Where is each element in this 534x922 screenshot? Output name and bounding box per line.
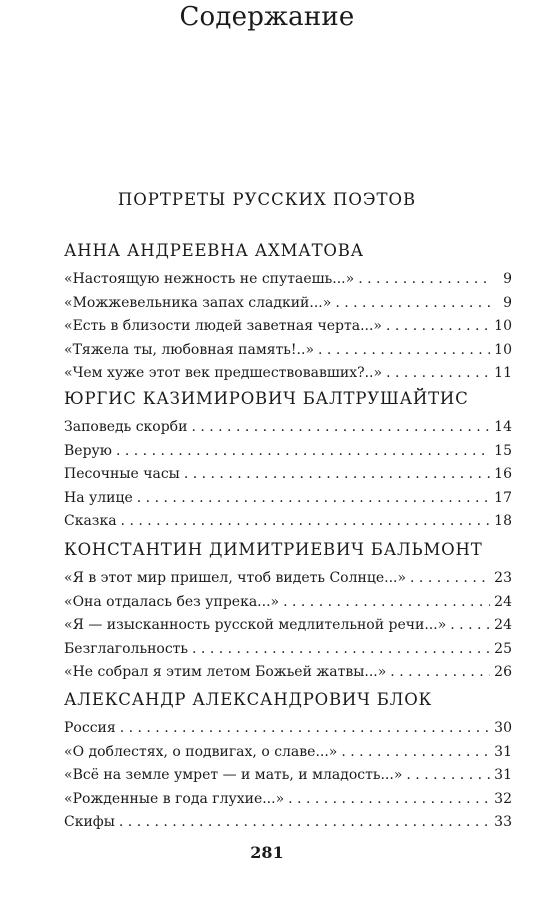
dot-leader [288,788,490,812]
author-section [64,687,512,835]
entry-title: «О доблестях, о подвигах, о славе...» [64,743,338,760]
author-section [64,386,512,534]
entry-page-number: 23 [494,570,512,586]
author-section [64,537,512,685]
entry-list [64,717,512,835]
toc-entry[interactable] [64,741,512,765]
section-title: ПОРТРЕТЫ РУССКИХ ПОЭТОВ [117,190,417,209]
toc-entry[interactable] [64,463,512,487]
entry-title: «Я в этот мир пришел, чтоб видеть Солнце...» [64,570,407,586]
dot-leader [192,638,490,662]
toc-entry[interactable] [64,362,512,386]
entry-page-number: 9 [503,271,512,287]
page-number: 281 [250,843,284,862]
toc-entry[interactable] [64,416,512,440]
toc-entry[interactable] [64,788,512,812]
entry-page-number: 24 [494,593,512,610]
entry-title: «Настоящую нежность не спутаешь...» [64,271,355,287]
entry-title: «Можжевельника запах сладкий...» [64,294,332,311]
entry-title: Безглагольность [64,640,189,657]
toc-entry[interactable] [64,764,512,788]
entry-list [64,416,512,534]
entry-page-number: 15 [494,442,512,459]
dot-leader [119,811,490,835]
entry-page-number: 10 [494,318,512,334]
entry-title: «Я — изысканность русской медлительной речи...» [64,617,447,633]
entry-title: Заповедь скорби [64,419,188,435]
entry-title: Сказка [64,513,117,529]
entry-page-number: 9 [503,294,512,311]
dot-leader [137,487,490,511]
entry-page-number: 14 [494,419,512,435]
entry-list [64,567,512,685]
toc-entry[interactable] [64,638,512,662]
toc-entry[interactable] [64,487,512,511]
toc-entry[interactable] [64,268,512,292]
toc-entry[interactable] [64,614,512,638]
dot-leader [120,717,490,741]
toc-entry[interactable] [64,567,512,591]
author-name: ЮРГИС КАЗИМИРОВИЧ БАЛТРУШАЙТИС [64,389,469,408]
dot-leader [386,315,490,339]
toc-entry[interactable] [64,811,512,835]
entry-page-number: 31 [494,767,512,783]
entry-page-number: 16 [494,466,512,482]
toc-entry[interactable] [64,440,512,464]
entry-page-number: 17 [494,489,512,506]
entry-page-number: 33 [494,814,512,830]
toc-entry[interactable] [64,591,512,615]
toc-entry[interactable] [64,661,512,685]
entry-title: Скифы [64,814,115,830]
author-name: КОНСТАНТИН ДИМИТРИЕВИЧ БАЛЬМОНТ [64,540,483,559]
page-title: Содержание [179,2,355,32]
entry-page-number: 18 [494,513,512,529]
entry-title: Россия [64,720,116,736]
entry-title: Верую [64,442,112,459]
author-name: АННА АНДРЕЕВНА АХМАТОВА [64,241,364,260]
toc-entry[interactable] [64,717,512,741]
dot-leader [406,764,490,788]
entry-page-number: 26 [494,664,512,680]
dot-leader [116,440,490,464]
entry-page-number: 32 [494,790,512,807]
dot-leader [450,614,490,638]
dot-leader [390,661,490,685]
toc-entry[interactable] [64,339,512,363]
entry-title: «Есть в близости людей заветная черта...» [64,318,382,334]
dot-leader [358,268,490,292]
dot-leader [121,510,490,534]
toc-entry[interactable] [64,510,512,534]
entry-page-number: 10 [494,341,512,358]
toc-entry[interactable] [64,315,512,339]
entry-page-number: 30 [494,720,512,736]
entry-page-number: 24 [494,617,512,633]
entry-page-number: 11 [494,365,512,381]
entry-title: На улице [64,489,133,506]
entry-list [64,268,512,386]
entry-page-number: 31 [494,743,512,760]
entry-title: «Не собрал я этим летом Божьей жатвы...» [64,664,387,680]
entry-page-number: 25 [494,640,512,657]
dot-leader [335,292,490,316]
dot-leader [283,591,490,615]
dot-leader [318,339,490,363]
author-name: АЛЕКСАНДР АЛЕКСАНДРОВИЧ БЛОК [64,690,433,709]
dot-leader [191,416,490,440]
entry-title: Песочные часы [64,466,180,482]
dot-leader [184,463,490,487]
dot-leader [341,741,490,765]
entry-title: «Всё на земле умрет — и мать, и младость...» [64,767,403,783]
toc-entry[interactable] [64,292,512,316]
dot-leader [386,362,490,386]
author-section [64,238,512,386]
entry-title: «Чем хуже этот век предшествовавших?..» [64,365,383,381]
entry-title: «Тяжела ты, любовная память!..» [64,341,315,358]
entry-title: «Она отдалась без упрека...» [64,593,280,610]
entry-title: «Рожденные в года глухие...» [64,790,285,807]
dot-leader [410,567,490,591]
